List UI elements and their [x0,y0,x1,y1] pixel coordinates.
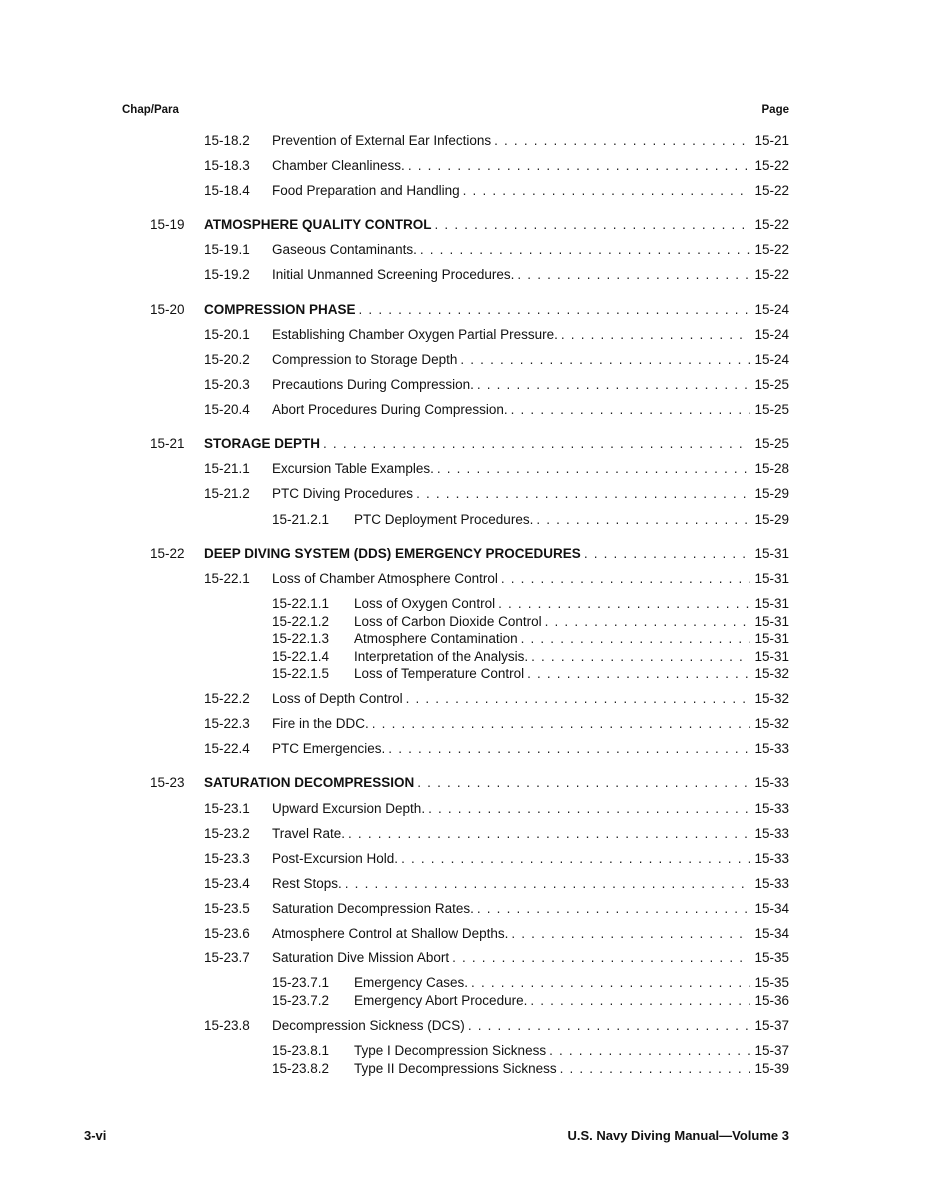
toc-entry-number: 15-20.3 [204,377,250,392]
dot-leader [359,301,751,319]
toc-entry [0,157,926,175]
dot-leader [517,266,750,284]
toc-entry-title: Emergency Abort Procedure. [354,992,530,1010]
toc-entry [0,900,926,918]
toc-entry-number: 15-22.1.4 [272,649,330,664]
dot-leader [401,850,750,868]
toc-entry [0,925,926,943]
toc-entry-number: 15-22 [150,546,185,561]
toc-entry [0,326,926,344]
toc-entry [0,595,926,613]
toc-entry [0,690,926,708]
toc-entry-title: Upward Excursion Depth. [272,800,428,818]
toc-entry-title: Saturation Decompression Rates. [272,900,477,918]
toc-entry-number: 15-21.2.1 [272,512,330,527]
toc-entry-title: Loss of Depth Control [272,690,406,708]
toc-entry-page: 15-24 [754,302,789,317]
toc-entry-page: 15-31 [754,546,789,561]
toc-entry-number: 15-22.4 [204,741,250,756]
dot-leader [406,690,751,708]
dot-leader [388,740,750,758]
toc-entry-page: 15-33 [754,741,789,756]
toc-entry [0,825,926,843]
dot-leader [468,1017,751,1035]
dot-leader [494,132,750,150]
toc-entry-title: Excursion Table Examples. [272,460,437,478]
toc-entry-title: Loss of Chamber Atmosphere Control [272,570,501,588]
dot-leader [417,774,750,792]
toc-entry [0,774,926,792]
toc-entry-title: Loss of Oxygen Control [354,595,498,613]
toc-entry [0,132,926,150]
toc-entry-title: SATURATION DECOMPRESSION [204,774,417,792]
toc-entry-page: 15-24 [754,352,789,367]
toc-entry [0,974,926,992]
dot-leader [536,511,750,529]
toc-entry-number: 15-22.2 [204,691,250,706]
dot-leader [348,825,750,843]
toc-entry [0,1060,926,1078]
toc-entry [0,992,926,1010]
toc-entry-page: 15-32 [754,716,789,731]
toc-entry-page: 15-24 [754,327,789,342]
toc-entry-page: 15-33 [754,826,789,841]
toc-entry-title: Abort Procedures During Compression. [272,401,511,419]
dot-leader [460,351,750,369]
toc-entry-page: 15-25 [754,436,789,451]
toc-entry-title: PTC Diving Procedures [272,485,416,503]
toc-entry-title: Type II Decompressions Sickness [354,1060,560,1078]
toc-entry-number: 15-23 [150,775,185,790]
dot-leader [435,216,751,234]
toc-entry-page: 15-33 [754,851,789,866]
toc-entry-page: 15-22 [754,242,789,257]
toc-entry-page: 15-22 [754,183,789,198]
toc-entry-title: PTC Emergencies. [272,740,388,758]
toc-entry-title: PTC Deployment Procedures. [354,511,536,529]
toc-entry-title: Chamber Cleanliness. [272,157,408,175]
toc-entry [0,351,926,369]
toc-entry-title: Prevention of External Ear Infections [272,132,494,150]
toc-entry-title: Initial Unmanned Screening Procedures. [272,266,517,284]
toc-entry-number: 15-20.2 [204,352,250,367]
dot-leader [372,715,751,733]
toc-entry-title: Travel Rate. [272,825,348,843]
toc-entry-page: 15-29 [754,512,789,527]
toc-entry-title: STORAGE DEPTH [204,435,323,453]
toc-entry-title: Post-Excursion Hold. [272,850,401,868]
toc-entry-page: 15-36 [754,993,789,1008]
toc-entry [0,570,926,588]
dot-leader [416,485,750,503]
toc-entry-page: 15-25 [754,402,789,417]
toc-entry-title: Rest Stops. [272,875,345,893]
toc-entry-page: 15-35 [754,975,789,990]
dot-leader [471,974,750,992]
dot-leader [345,875,751,893]
toc-entry-number: 15-19.2 [204,267,250,282]
dot-leader [428,800,750,818]
toc-entry-number: 15-20.1 [204,327,250,342]
toc-entry [0,435,926,453]
toc-entry-number: 15-23.3 [204,851,250,866]
column-header-chap-para: Chap/Para [122,104,179,116]
manual-title: U.S. Navy Diving Manual—Volume 3 [567,1128,789,1143]
toc-entry [0,1042,926,1060]
toc-entry-number: 15-18.4 [204,183,250,198]
dot-leader [452,949,750,967]
toc-entry-title: Precautions During Compression. [272,376,477,394]
toc-entry-number: 15-23.7.1 [272,975,330,990]
toc-entry [0,182,926,200]
dot-leader [463,182,751,200]
toc-entry-number: 15-23.2 [204,826,250,841]
toc-entry-page: 15-31 [754,631,789,646]
toc-entry-title: DEEP DIVING SYSTEM (DDS) EMERGENCY PROCEDURES [204,545,584,563]
toc-entry [0,485,926,503]
toc-entry-number: 15-20.4 [204,402,250,417]
toc-entry-title: Emergency Cases. [354,974,471,992]
dot-leader [477,376,751,394]
toc-entry-number: 15-19.1 [204,242,250,257]
dot-leader [511,401,751,419]
toc-entry [0,850,926,868]
dot-leader [498,595,750,613]
toc-entry [0,401,926,419]
toc-entry-number: 15-23.4 [204,876,250,891]
page-number: 3-vi [84,1128,107,1143]
toc-entry [0,630,926,648]
toc-entry [0,715,926,733]
toc-entry-number: 15-21 [150,436,185,451]
toc-entry-number: 15-18.2 [204,133,250,148]
toc-entry-page: 15-29 [754,486,789,501]
toc-entry-page: 15-35 [754,950,789,965]
toc-entry-page: 15-32 [754,666,789,681]
toc-entry-title: Fire in the DDC. [272,715,372,733]
toc-entry [0,266,926,284]
toc-entry-number: 15-23.6 [204,926,250,941]
toc-entry-page: 15-37 [754,1018,789,1033]
toc-entry [0,949,926,967]
toc-entry-title: Compression to Storage Depth [272,351,460,369]
dot-leader [545,613,751,631]
toc-entry-number: 15-21.2 [204,486,250,501]
toc-entry-page: 15-31 [754,649,789,664]
toc-entry-number: 15-23.1 [204,801,250,816]
dot-leader [560,1060,751,1078]
toc-entry-page: 15-22 [754,158,789,173]
dot-leader [408,157,751,175]
toc-entry-page: 15-28 [754,461,789,476]
toc-entry [0,216,926,234]
toc-entry-number: 15-23.8 [204,1018,250,1033]
toc-entry-title: Type I Decompression Sickness [354,1042,549,1060]
toc-entry-number: 15-22.1.5 [272,666,330,681]
toc-entry-title: Loss of Carbon Dioxide Control [354,613,545,631]
dot-leader [420,241,751,259]
toc-entry-number: 15-19 [150,217,185,232]
toc-entry [0,875,926,893]
toc-entry-number: 15-23.5 [204,901,250,916]
toc-entry-title: Atmosphere Contamination [354,630,521,648]
dot-leader [437,460,751,478]
toc-entry-page: 15-31 [754,614,789,629]
toc-entry [0,376,926,394]
toc-entry [0,241,926,259]
toc-entry-number: 15-20 [150,302,185,317]
toc-entry-page: 15-33 [754,775,789,790]
toc-entry-number: 15-22.1.1 [272,596,330,611]
toc-entry-page: 15-33 [754,876,789,891]
toc-entry-title: Establishing Chamber Oxygen Partial Pressure. [272,326,561,344]
toc-entry-number: 15-23.7 [204,950,250,965]
toc-entry-title: Interpretation of the Analysis. [354,648,531,666]
dot-leader [549,1042,750,1060]
toc-entry-title: Loss of Temperature Control [354,665,527,683]
toc-entry-number: 15-18.3 [204,158,250,173]
dot-leader [527,665,750,683]
toc-entry-title: COMPRESSION PHASE [204,301,359,319]
toc-entry-page: 15-34 [754,926,789,941]
toc-entry [0,1017,926,1035]
dot-leader [521,630,751,648]
toc-entry-number: 15-22.3 [204,716,250,731]
toc-entry-number: 15-23.8.2 [272,1061,330,1076]
toc-entry-title: Decompression Sickness (DCS) [272,1017,468,1035]
toc-entry [0,460,926,478]
toc-entry [0,613,926,631]
toc-entry-title: ATMOSPHERE QUALITY CONTROL [204,216,435,234]
toc-entry-title: Food Preparation and Handling [272,182,463,200]
column-header-page: Page [761,104,789,116]
toc-entry-number: 15-22.1.2 [272,614,330,629]
toc-entry-page: 15-22 [754,267,789,282]
dot-leader [531,648,750,666]
toc-entry-number: 15-22.1 [204,571,250,586]
toc-entry-number: 15-23.7.2 [272,993,330,1008]
toc-entry-title: Saturation Dive Mission Abort [272,949,452,967]
toc-entry-page: 15-25 [754,377,789,392]
toc-entry-title: Gaseous Contaminants. [272,241,420,259]
dot-leader [323,435,750,453]
dot-leader [584,545,751,563]
toc-entry [0,545,926,563]
toc-entry-number: 15-23.8.1 [272,1043,330,1058]
dot-leader [501,570,751,588]
toc-entry-page: 15-33 [754,801,789,816]
toc-entry-page: 15-31 [754,596,789,611]
dot-leader [561,326,751,344]
toc-entry-page: 15-32 [754,691,789,706]
toc-entry-page: 15-39 [754,1061,789,1076]
dot-leader [477,900,751,918]
toc-entry-title: Atmosphere Control at Shallow Depths. [272,925,511,943]
toc-entry [0,511,926,529]
toc-entry-page: 15-37 [754,1043,789,1058]
toc-entry [0,665,926,683]
dot-leader [530,992,750,1010]
toc-entry [0,301,926,319]
toc-entry [0,800,926,818]
toc-entry-number: 15-22.1.3 [272,631,330,646]
toc-entry-page: 15-31 [754,571,789,586]
toc-entry-page: 15-22 [754,217,789,232]
toc-entry-page: 15-21 [754,133,789,148]
toc-entry [0,740,926,758]
toc-entry-page: 15-34 [754,901,789,916]
toc-entry-number: 15-21.1 [204,461,250,476]
toc-entry [0,648,926,666]
dot-leader [511,925,750,943]
